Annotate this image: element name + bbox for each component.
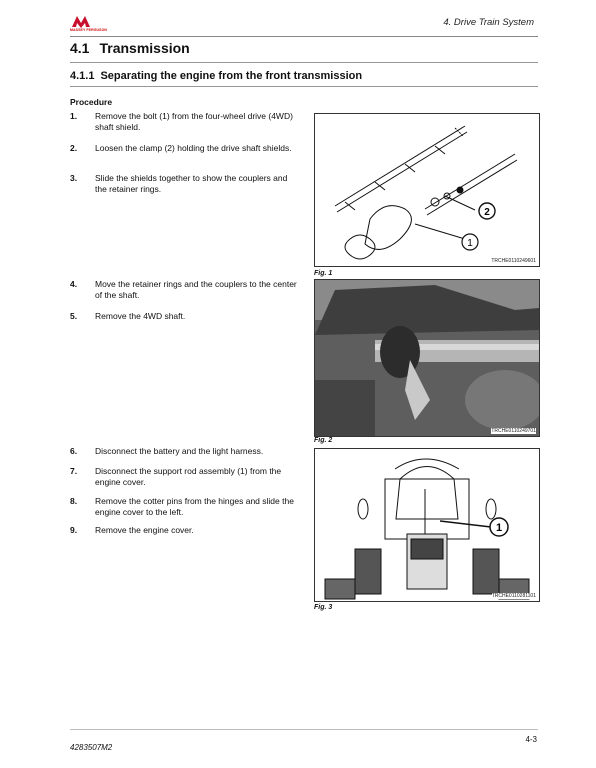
procedure-step <box>70 446 300 457</box>
subsection-heading <box>70 70 362 82</box>
subsection-rule <box>70 86 538 87</box>
brand-logo <box>70 14 110 34</box>
step-text: Disconnect the battery and the light harness. <box>95 446 264 456</box>
step-text: Remove the engine cover. <box>95 525 194 535</box>
procedure-label: Procedure <box>70 97 113 107</box>
figure-3-caption: Fig. 3 <box>314 604 333 611</box>
section-rule <box>70 62 538 63</box>
page-number: 4-3 <box>525 735 537 744</box>
procedure-step <box>70 143 300 154</box>
procedure-step <box>70 311 300 322</box>
figure-code: TRCHE0110281101 <box>491 593 536 599</box>
step-number: 2. <box>70 143 78 153</box>
subsection-title: Separating the engine from the front transmission <box>100 70 363 82</box>
procedure-step <box>70 111 300 133</box>
step-text: Slide the shields together to show the couplers and the retainer rings. <box>95 173 288 194</box>
document-code: 4283507M2 <box>70 743 113 752</box>
procedure-step <box>70 279 300 301</box>
figure-code: TRCHE0110249601 <box>491 258 536 264</box>
figure-1-caption: Fig. 1 <box>314 270 333 277</box>
drive-shaft-illustration <box>315 114 539 266</box>
section-heading <box>70 40 190 56</box>
step-text: Remove the 4WD shaft. <box>95 311 186 321</box>
brand-name: MASSEY FERGUSON <box>70 28 108 32</box>
figure-3-tractor-diagram <box>314 448 540 602</box>
callout-1: 1 <box>467 238 473 249</box>
section-number: 4.1 <box>70 40 90 56</box>
step-number: 9. <box>70 525 78 535</box>
page-header <box>70 14 538 37</box>
step-number: 3. <box>70 173 78 183</box>
step-text: Loosen the clamp (2) holding the drive shaft shields. <box>95 143 292 153</box>
section-title: Transmission <box>99 40 190 56</box>
tractor-illustration <box>315 449 539 601</box>
procedure-step <box>70 525 300 536</box>
step-number: 1. <box>70 111 78 121</box>
step-text: Move the retainer rings and the couplers to the center of the shaft. <box>95 279 297 300</box>
step-number: 6. <box>70 446 78 456</box>
step-text: Remove the bolt (1) from the four-wheel drive (4WD) shaft shield. <box>95 111 293 132</box>
procedure-step <box>70 496 300 518</box>
step-number: 8. <box>70 496 78 506</box>
step-text: Disconnect the support rod assembly (1) from the engine cover. <box>95 466 282 487</box>
figure-2-caption: Fig. 2 <box>314 437 333 444</box>
figure-code: TRCHE0110249701 <box>491 428 536 434</box>
step-number: 5. <box>70 311 78 321</box>
step-text: Remove the cotter pins from the hinges and slide the engine cover to the left. <box>95 496 294 517</box>
step-number: 4. <box>70 279 78 289</box>
figure-1-drive-shaft-diagram <box>314 113 540 267</box>
callout-2: 2 <box>484 207 490 218</box>
chapter-title: 4. Drive Train System <box>443 17 534 28</box>
shaft-photo <box>315 280 539 436</box>
figure-2-photo <box>314 279 540 437</box>
procedure-step <box>70 466 300 488</box>
subsection-number: 4.1.1 <box>70 70 95 82</box>
step-number: 7. <box>70 466 78 476</box>
footer-rule <box>70 729 538 730</box>
procedure-step <box>70 173 300 195</box>
callout-1: 1 <box>495 522 503 534</box>
